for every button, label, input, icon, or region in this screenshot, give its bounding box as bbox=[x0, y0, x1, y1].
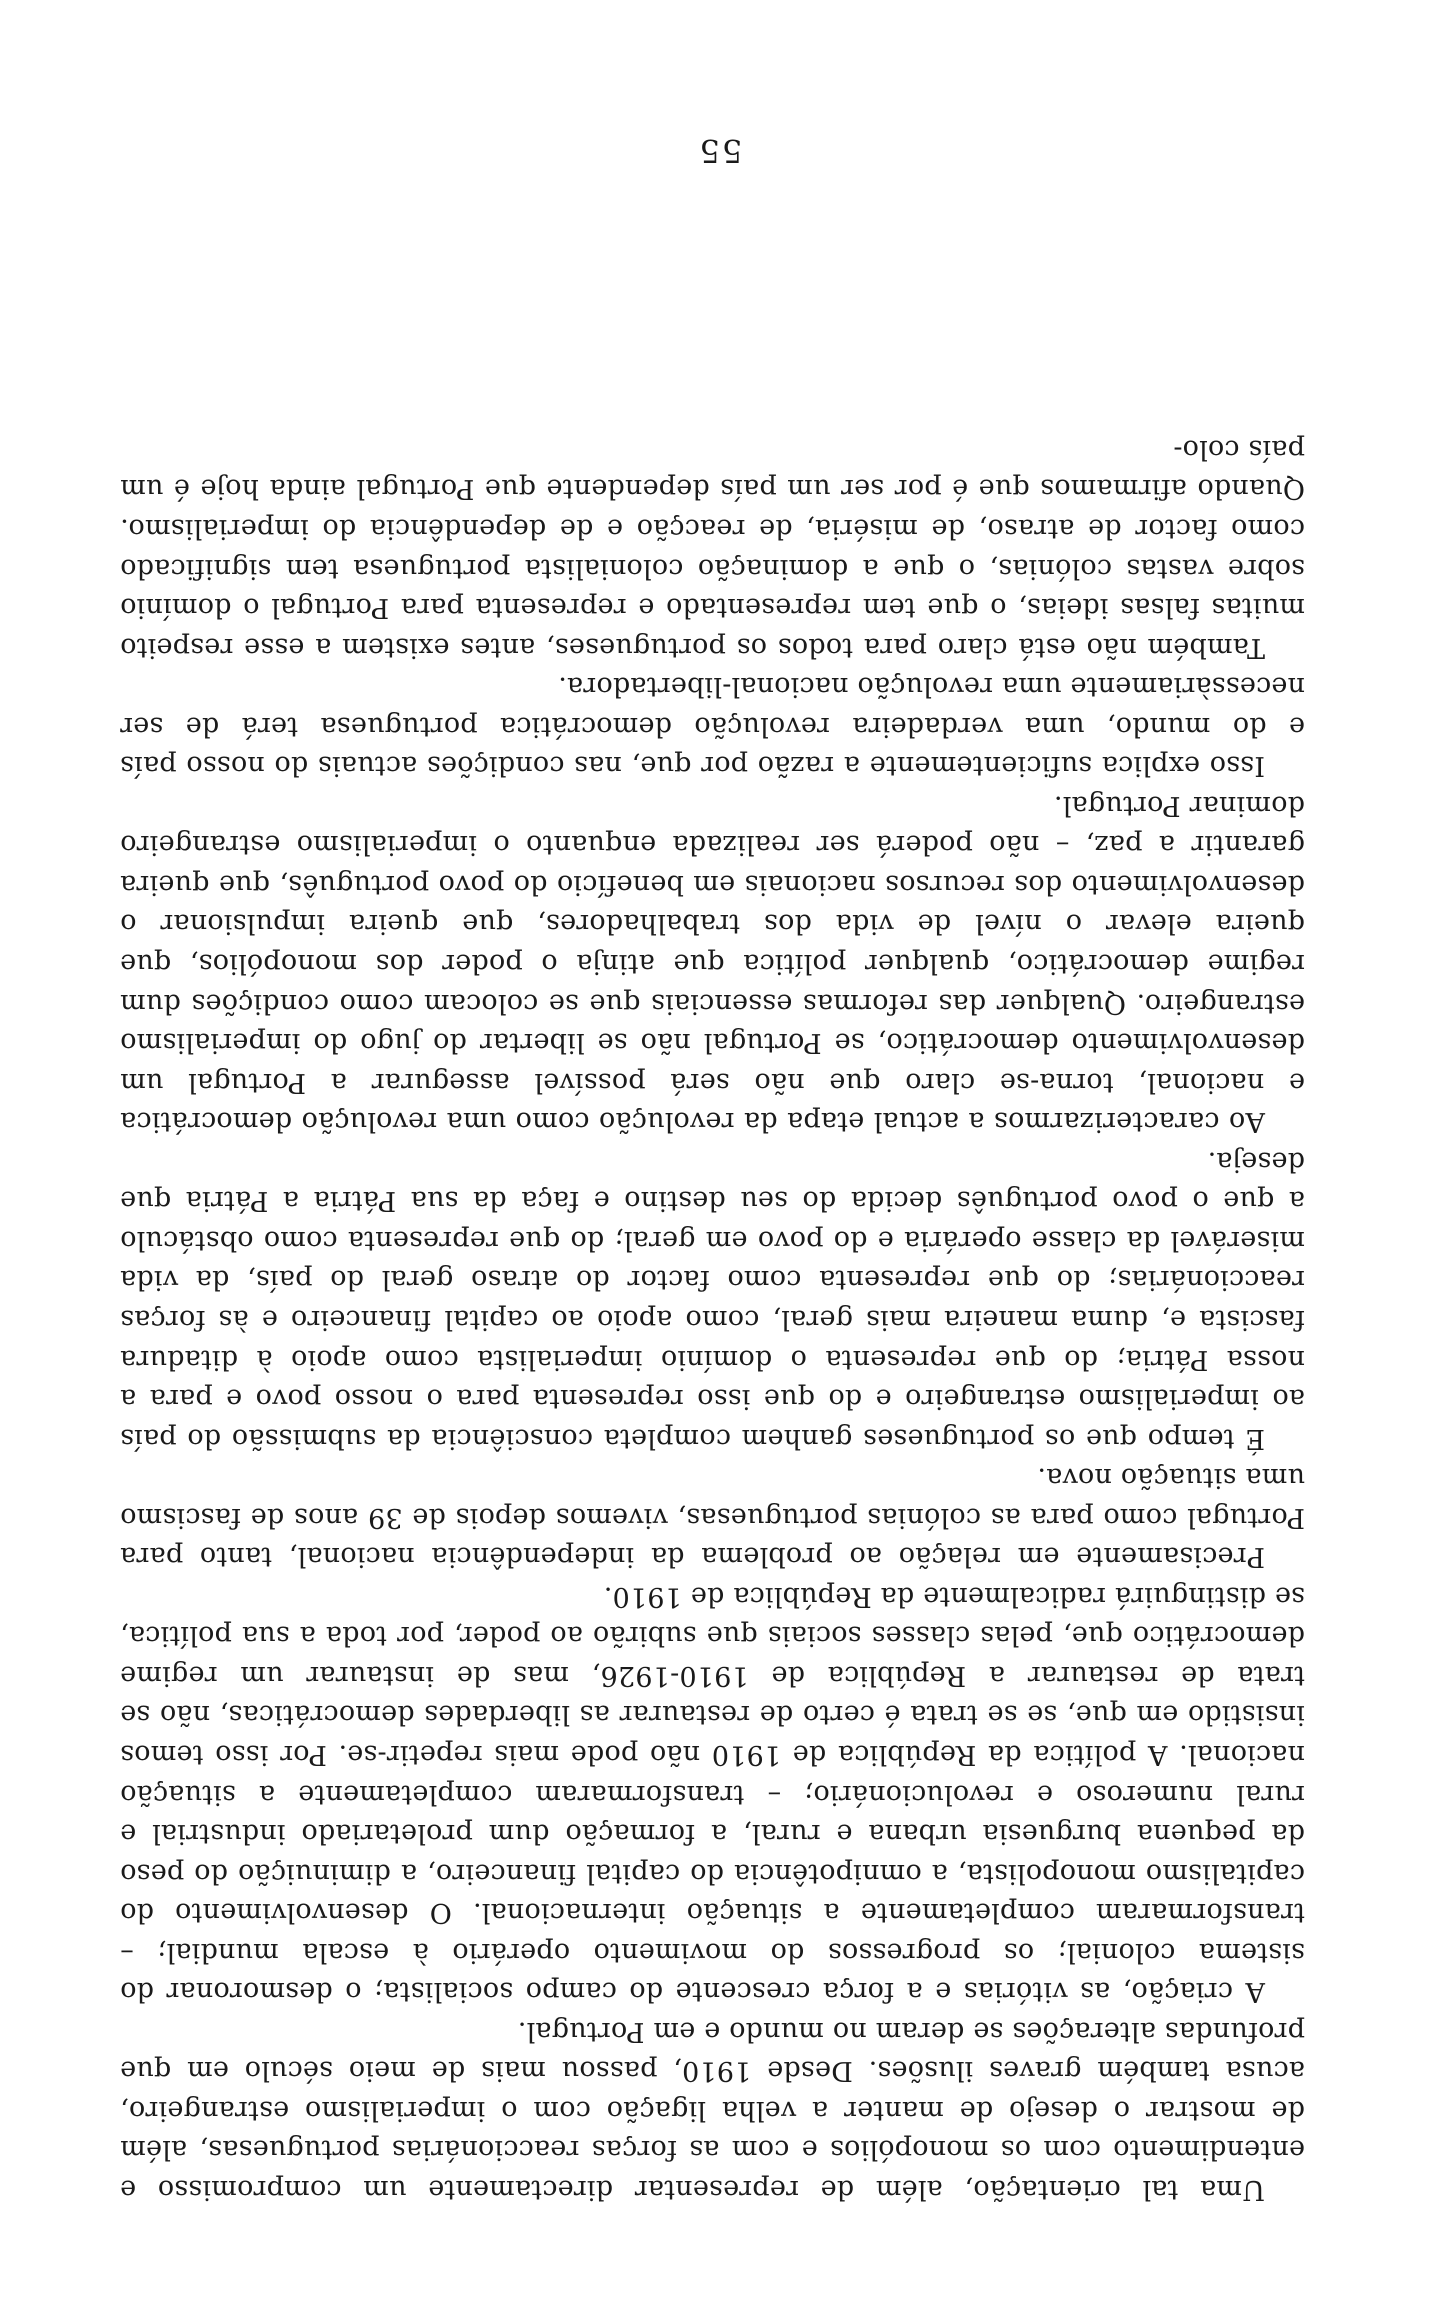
paragraph: Uma tal orientação, além de representar directamente um compromisso e entendimento com os monopólios e com as forças reaccionárias portuguesas, além de mostrar o desejo de manter a velha ligação com o imperialismo estrangeiro, acusa também graves ilusões. Desde 1910, passou mais de meio século em que profundas alterações se deram no mundo e em Portugal. bbox=[120, 2015, 1305, 2205]
paragraph: Precisamente em relação ao problema da independência nacional, tanto para Portugal como para as colónias portuguesas, vivemos depois de 39 anos de fascismo uma situação nova. bbox=[120, 1462, 1305, 1573]
paragraph: A criação, as vitórias e a força crescente do campo socialista; o desmoronar do sistema colonial; os progressos do movimento operário à escala mundial; – transformaram completamente a situação internacional. O desenvolvimento do capitalismo monopolista, a omnipotência do capital financeiro, a diminuição do peso da pequena burguesia urbana e rural, a formação dum proletariado industrial e rural numeroso e revolucionário; – transformaram completamente a situação nacional. A política da República de 1910 não pode mais repetir-se. Por isso temos insistido em que, se se trata é certo de restaurar as liberdades democráticas, não se trata de restaurar a República de 1910-1926, mas de instaurar um regime democrático que, pelas classes sociais que subirão ao poder, por toda a sua política, se distinguirá radicalmente da República de 1910. bbox=[120, 1580, 1305, 2008]
paragraph: Isso explica suficientemente a razão por que, nas condições actuais do nosso país e do mundo, uma verdadeira revolução democrática portuguesa terá de ser necessàriamente uma revolução nacional-libertadora. bbox=[120, 671, 1305, 782]
paragraph: Também não está claro para todos os portugueses, antes existem a esse respeito muitas falsas ideias, o que tem representado e representa para Portugal o domínio sobre vastas colónias, o que a dominação colonialista portuguesa tem significado como factor de atraso, de miséria, de reacção e de dependência do imperialismo. Quando afirmamos que é por ser um país dependente que Portugal ainda hoje é um país colo- bbox=[120, 433, 1305, 663]
paragraph: É tempo que os portugueses ganhem completa consciência da submissão do país ao imperialismo estrangeiro e do que isso representa para o nosso povo e para a nossa Pátria; do que representa o domínio imperialista como apoio à ditadura fascista e, duma maneira mais geral, como apoio ao capital financeiro e às forças reaccionárias; do que representa como factor do atraso geral do país, da vida miserável da classe operária e do povo em geral; do que representa como obstáculo a que o povo português decida do seu destino e faça da sua Pátria a Pátria que deseja. bbox=[120, 1145, 1305, 1454]
paragraph: Ao caracterizarmos a actual etapa da revolução como uma revolução democrática e nacional, torna-se claro que não será possível assegurar a Portugal um desenvolvimento democrático, se Portugal não se libertar do jugo do imperialismo estrangeiro. Qualquer das reformas essenciais que se colocam como condições dum regime democrático, qualquer política que atinja o poder dos monopólios, que queira elevar o nível de vida dos trabalhadores, que queira impulsionar o desenvolvimento dos recursos nacionais em benefício do povo português, que queira garantir a paz, – não poderá ser realizada enquanto o imperialismo estrangeiro dominar Portugal. bbox=[120, 789, 1305, 1138]
body-text bbox=[120, 429, 1305, 2209]
page-number: 55 bbox=[697, 132, 743, 170]
